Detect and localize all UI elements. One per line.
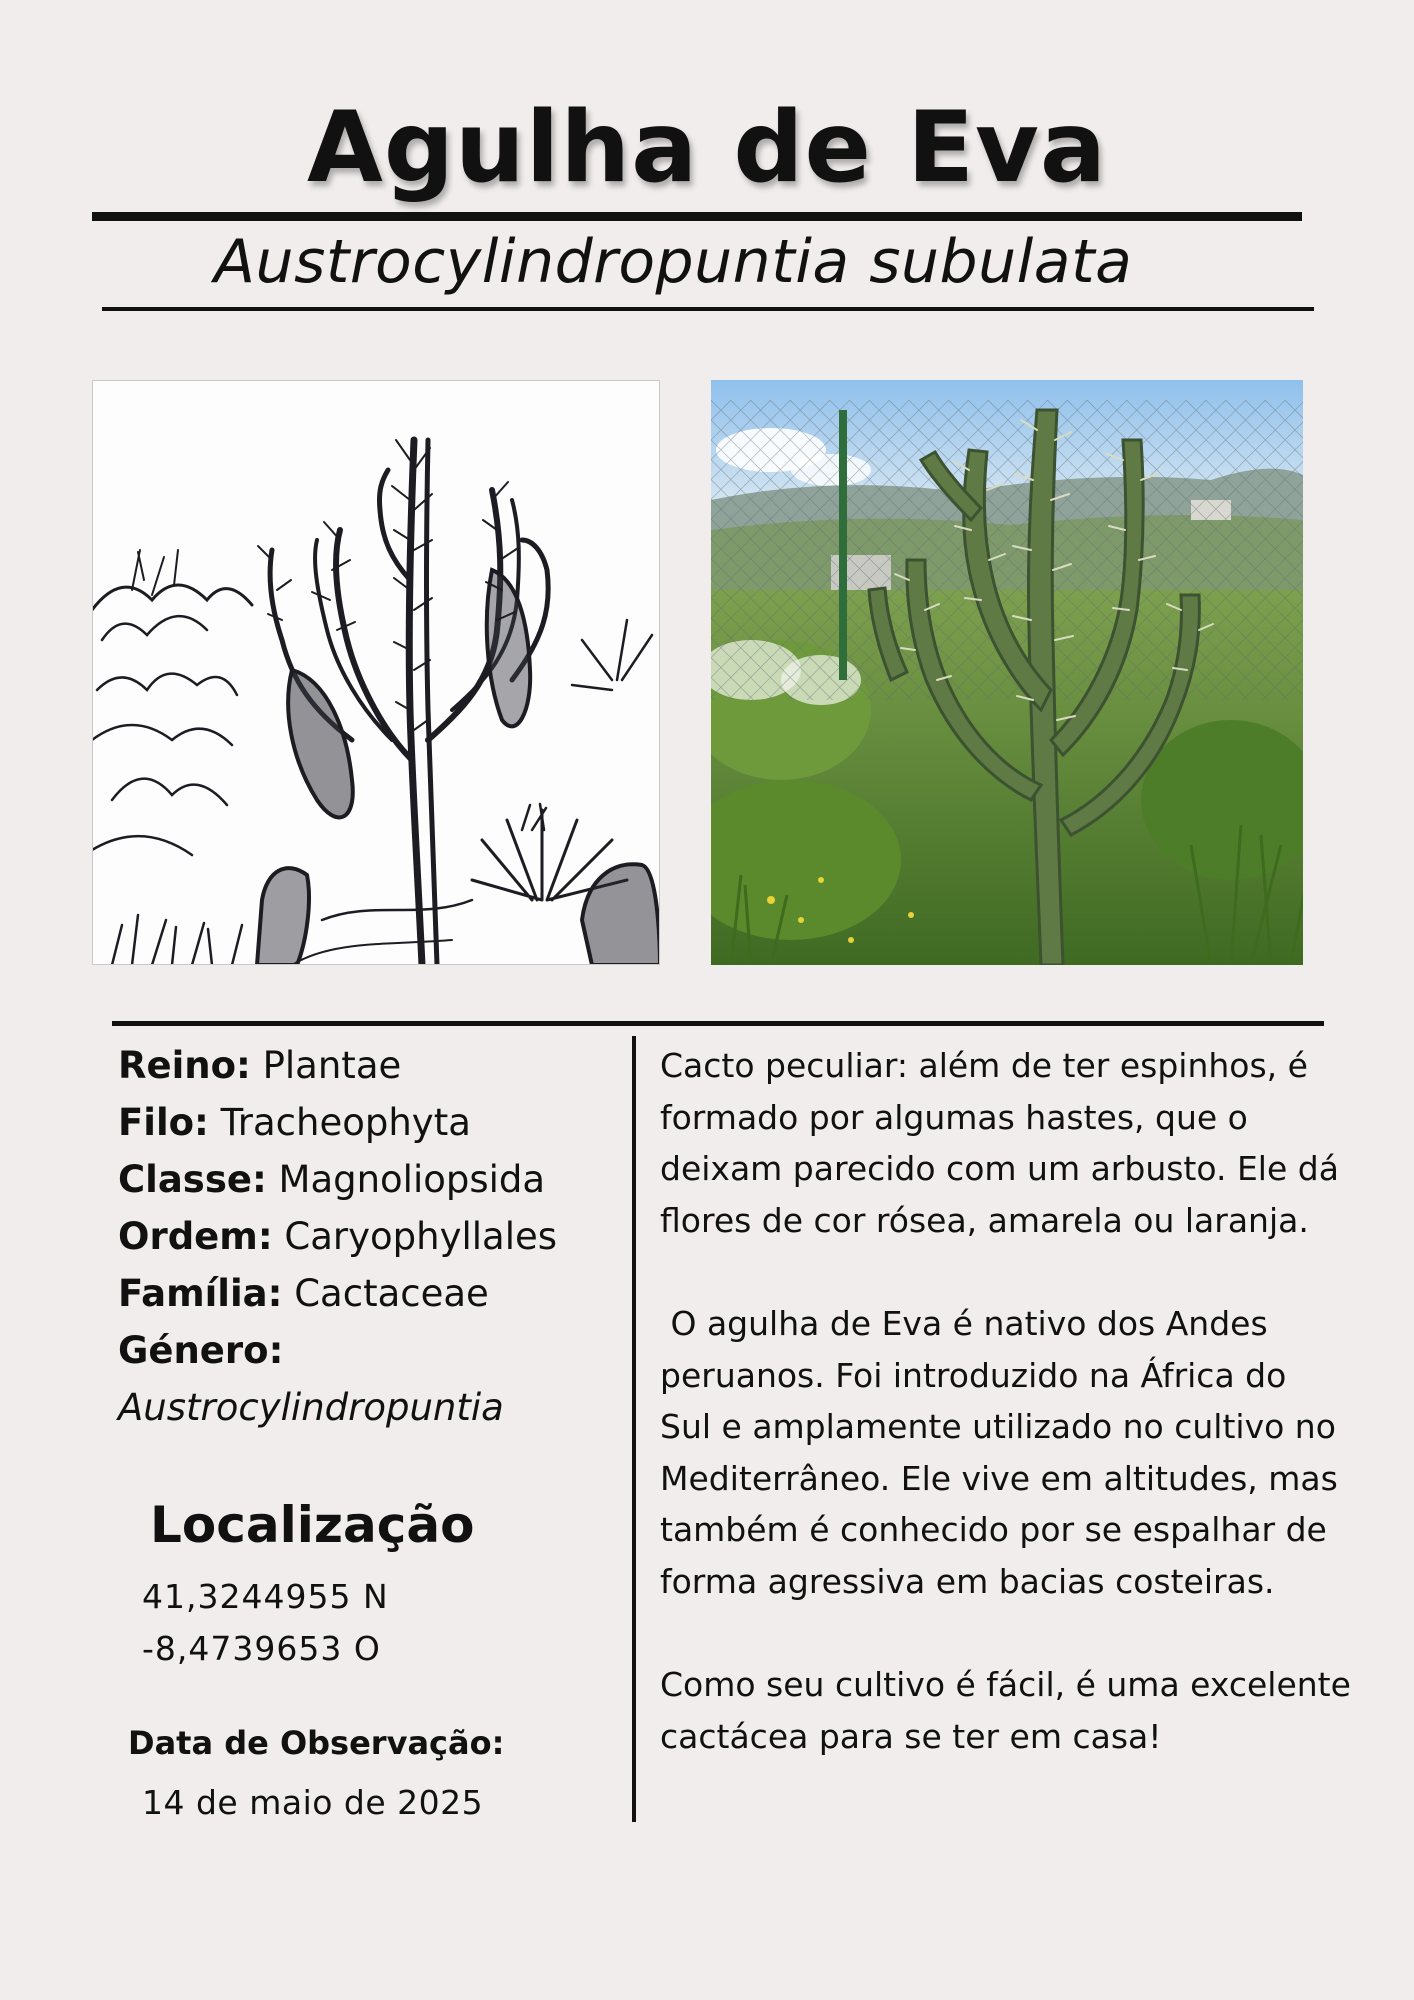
description-line: peruanos. Foi introduzido na África do: [660, 1355, 1287, 1395]
column-divider: [632, 1036, 636, 1822]
description-line: Mediterrâneo. Ele vive em altitudes, mas: [660, 1458, 1338, 1498]
taxonomy-label: Família:: [118, 1272, 283, 1315]
taxonomy-value: Magnoliopsida: [278, 1158, 546, 1201]
description-line: Sul e amplamente utilizado no cultivo no: [660, 1407, 1336, 1447]
taxonomy-label: Ordem:: [118, 1215, 273, 1258]
description-line: cactácea para se ter em casa!: [660, 1716, 1162, 1756]
taxonomy-familia: [118, 1266, 618, 1322]
taxonomy-filo: [118, 1095, 618, 1151]
latitude: 41,3244955 N: [142, 1577, 389, 1616]
taxonomy-value: Plantae: [262, 1044, 402, 1087]
scientific-name: Austrocylindropuntia subulata: [214, 227, 1133, 297]
taxonomy-classe: [118, 1152, 618, 1208]
sketch-illustration: [92, 380, 660, 965]
title-divider: [92, 212, 1302, 221]
section-divider: [112, 1021, 1324, 1026]
description-line: flores de cor rósea, amarela ou laranja.: [660, 1200, 1309, 1240]
description-line: forma agressiva em bacias costeiras.: [660, 1561, 1275, 1601]
cactus-photo: [711, 380, 1303, 965]
longitude: -8,4739653 O: [142, 1629, 381, 1668]
taxonomy-genero: [118, 1323, 618, 1379]
description-line: formado por algumas hastes, que o: [660, 1097, 1248, 1137]
taxonomy-value: Tracheophyta: [220, 1101, 471, 1144]
taxonomy-label: Reino:: [118, 1044, 251, 1087]
description-line: também é conhecido por se espalhar de: [660, 1510, 1327, 1550]
description-line: Cacto peculiar: além de ter espinhos, é: [660, 1046, 1308, 1085]
taxonomy-reino: [118, 1038, 618, 1094]
observation-date: 14 de maio de 2025: [142, 1783, 484, 1822]
page-title: Agulha de Eva: [306, 91, 1108, 205]
taxonomy-label: Género:: [118, 1329, 284, 1372]
description-line: Como seu cultivo é fácil, é uma excelente: [660, 1665, 1351, 1704]
taxonomy-label: Classe:: [118, 1158, 267, 1201]
observation-heading: Data de Observação:: [128, 1724, 505, 1762]
subtitle-divider: [102, 307, 1314, 311]
taxonomy-genero-value: Austrocylindropuntia: [118, 1386, 504, 1429]
description-paragraph: [660, 1040, 1360, 1246]
description-paragraph: [660, 1659, 1360, 1762]
taxonomy-ordem: [118, 1209, 618, 1265]
taxonomy-value: Caryophyllales: [284, 1215, 558, 1258]
description-line: deixam parecido com um arbusto. Ele dá: [660, 1149, 1339, 1189]
location-heading: Localização: [150, 1496, 475, 1554]
taxonomy-value: Cactaceae: [294, 1272, 489, 1315]
cactus-sketch-drawing: [92, 380, 660, 965]
description-line: O agulha de Eva é nativo dos Andes: [660, 1304, 1268, 1343]
taxonomy-label: Filo:: [118, 1101, 209, 1144]
description-paragraph: [660, 1298, 1360, 1608]
cactus-photo-rendering: [711, 380, 1303, 965]
